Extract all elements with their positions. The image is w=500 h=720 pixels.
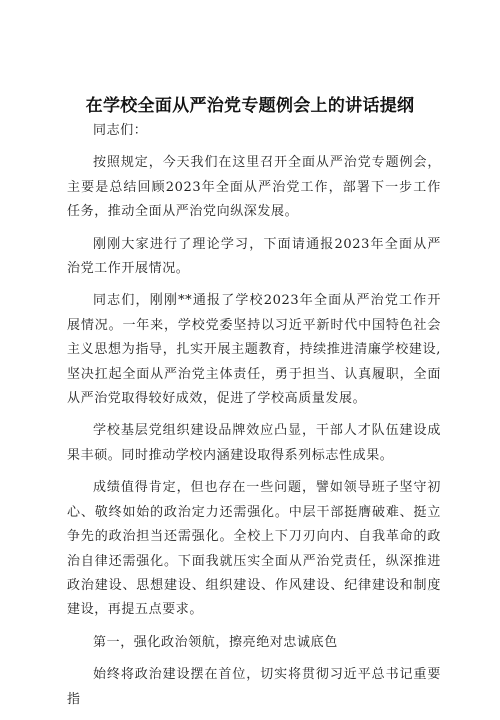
section-1-paragraph: 始终将政治建设摆在首位，切实将贯彻习近平总书记重要指: [67, 667, 441, 707]
document-body: [67, 119, 441, 720]
study-paragraph: 刚刚大家进行了理论学习，下面请通报2023年全面从严治党工作开展情况。: [67, 236, 441, 277]
section-heading-1: 第一，强化政治领航，擦亮绝对忠诚底色: [93, 634, 338, 650]
intro-paragraph: 按照规定，今天我们在这里召开全面从严治党专题例会，主要是总结回顾2023年全面从严治党工作，部署下一步工作任务，推动全面从严治党向纵深发展。: [67, 155, 441, 220]
greeting-paragraph: 同志们：: [93, 123, 148, 138]
achievement-paragraph: 学校基层党组织建设品牌效应凸显，干部人才队伍建设成果丰硕。同时推动学校内涵建设取得系列标志性成果。: [67, 423, 441, 463]
document-title: 在学校全面从严治党专题例会上的讲话提纲: [85, 96, 415, 116]
problems-paragraph: 成绩值得肯定，但也存在一些问题，譬如领导班子坚守初心、敬终如始的政治定力还需强化。中层干部挺膺破难、挺立争先的政治担当还需强化。全校上下刀刃向内、自我革命的政治自律还需强化。下面我就压实全面从严治党责任，纵深推进政治建设、思想建设、组织建设、作风建设、纪律建设和制度建设，再提五点要求。: [67, 480, 441, 618]
review-paragraph: 同志们，刚刚**通报了学校2023年全面从严治党工作开展情况。一年来，学校党委坚持以习近平新时代中国特色社会主义思想为指导，扎实开展主题教育，持续推进清廉学校建设,坚决扛起全面从严治党主体责任，勇于担当、认真履职，全面从严治党取得较好成效，促进了学校高质量发展。: [67, 293, 441, 407]
